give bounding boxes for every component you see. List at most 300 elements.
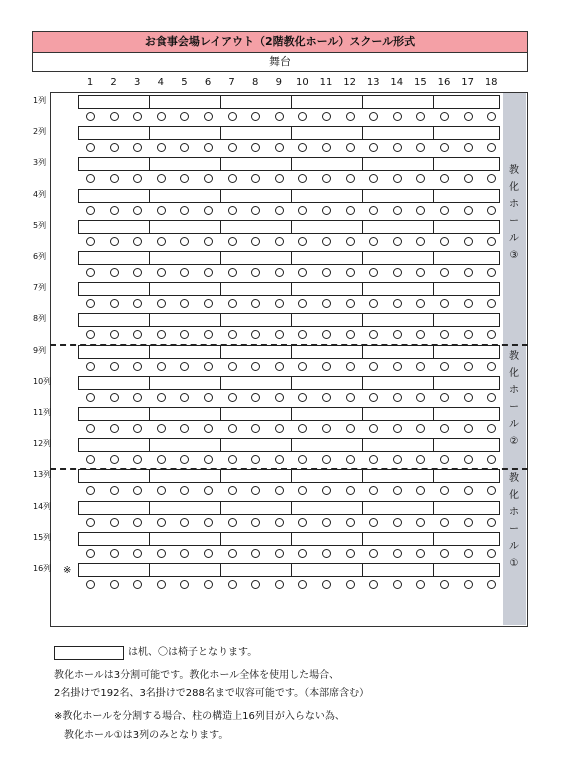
chair xyxy=(416,362,425,371)
desk xyxy=(362,501,434,515)
desk xyxy=(362,126,434,140)
row16-note-mark: ※ xyxy=(63,565,72,576)
desk xyxy=(220,438,292,452)
desk xyxy=(362,189,434,203)
desk xyxy=(433,501,500,515)
chair xyxy=(251,549,260,558)
chair xyxy=(464,455,473,464)
desk xyxy=(433,563,500,577)
chair xyxy=(393,143,402,152)
chair xyxy=(204,206,213,215)
row-label: 13列 xyxy=(33,470,52,480)
desk xyxy=(149,126,221,140)
chair xyxy=(228,424,237,433)
column-number: 17 xyxy=(461,77,474,88)
desk xyxy=(291,407,363,421)
chair xyxy=(346,424,355,433)
chair xyxy=(157,549,166,558)
desk xyxy=(362,313,434,327)
chair xyxy=(228,268,237,277)
desk xyxy=(78,469,150,483)
chair xyxy=(464,362,473,371)
desk xyxy=(220,563,292,577)
chair xyxy=(251,237,260,246)
hall-section-label-char: ① xyxy=(509,558,519,569)
chair xyxy=(346,518,355,527)
desk xyxy=(220,313,292,327)
chair xyxy=(110,393,119,402)
desk xyxy=(220,126,292,140)
hall-section-label-char: 教 xyxy=(509,473,519,484)
chair xyxy=(86,362,95,371)
chair xyxy=(464,174,473,183)
row-label: 2列 xyxy=(33,127,47,137)
hall-section-label-char: 教 xyxy=(509,165,519,176)
chair xyxy=(204,580,213,589)
desk xyxy=(291,532,363,546)
chair xyxy=(204,237,213,246)
chair xyxy=(346,455,355,464)
desk xyxy=(291,469,363,483)
chair xyxy=(86,112,95,121)
chair xyxy=(180,206,189,215)
chair xyxy=(275,237,284,246)
desk xyxy=(291,220,363,234)
chair xyxy=(369,518,378,527)
column-number: 13 xyxy=(366,77,380,88)
desk xyxy=(78,220,150,234)
chair xyxy=(346,486,355,495)
desk xyxy=(78,282,150,296)
desk xyxy=(78,95,150,109)
chair xyxy=(464,237,473,246)
note-line: 教化ホールは3分割可能です。教化ホール全体を使用した場合、 xyxy=(54,670,340,681)
chair xyxy=(393,112,402,121)
row-label: 8列 xyxy=(33,314,47,324)
stage-label: 舞台 xyxy=(32,52,528,72)
column-number: 15 xyxy=(414,77,427,88)
column-number: 5 xyxy=(181,77,188,88)
chair xyxy=(464,330,473,339)
chair xyxy=(251,518,260,527)
chair xyxy=(110,237,119,246)
desk xyxy=(433,407,500,421)
chair xyxy=(346,362,355,371)
chair xyxy=(464,143,473,152)
chair xyxy=(275,143,284,152)
desk xyxy=(362,95,434,109)
chair xyxy=(275,455,284,464)
column-number: 11 xyxy=(319,77,333,88)
desk xyxy=(362,282,434,296)
chair xyxy=(464,580,473,589)
chair xyxy=(464,268,473,277)
chair xyxy=(298,206,307,215)
desk xyxy=(291,376,363,390)
chair xyxy=(110,143,119,152)
desk xyxy=(78,345,150,359)
chair xyxy=(369,206,378,215)
chair xyxy=(157,362,166,371)
chair xyxy=(228,174,237,183)
chair xyxy=(251,362,260,371)
chair xyxy=(346,237,355,246)
hall-section-label-char: ー xyxy=(509,402,519,413)
chair xyxy=(393,393,402,402)
desk xyxy=(362,376,434,390)
chair xyxy=(275,268,284,277)
chair xyxy=(464,206,473,215)
chair xyxy=(322,580,331,589)
chair xyxy=(228,518,237,527)
desk xyxy=(149,95,221,109)
desk xyxy=(78,157,150,171)
legend-text: は机、〇は椅子となります。 xyxy=(128,647,258,658)
chair xyxy=(110,518,119,527)
chair xyxy=(228,206,237,215)
chair xyxy=(440,206,449,215)
chair xyxy=(393,206,402,215)
desk xyxy=(433,282,500,296)
chair xyxy=(322,268,331,277)
chair xyxy=(86,518,95,527)
chair xyxy=(204,112,213,121)
chair xyxy=(275,393,284,402)
desk xyxy=(433,251,500,265)
chair xyxy=(322,206,331,215)
chair xyxy=(204,518,213,527)
chair xyxy=(464,549,473,558)
chair xyxy=(157,424,166,433)
hall-section-label-char: 化 xyxy=(509,182,519,193)
chair xyxy=(393,362,402,371)
row-label: 9列 xyxy=(33,345,47,355)
desk xyxy=(220,189,292,203)
chair xyxy=(464,393,473,402)
desk xyxy=(433,95,500,109)
row-label: 3列 xyxy=(33,158,47,168)
chair xyxy=(346,299,355,308)
desk xyxy=(220,95,292,109)
chair xyxy=(346,549,355,558)
chair xyxy=(110,112,119,121)
chair xyxy=(464,299,473,308)
desk xyxy=(362,438,434,452)
chair xyxy=(157,268,166,277)
hall-section-label-char: ル xyxy=(509,233,519,244)
chair xyxy=(440,549,449,558)
column-number: 10 xyxy=(296,77,309,88)
hall-section-label-char: ル xyxy=(509,419,519,430)
desk xyxy=(291,189,363,203)
chair xyxy=(275,518,284,527)
desk xyxy=(78,189,150,203)
desk xyxy=(433,220,500,234)
desk xyxy=(220,251,292,265)
chair xyxy=(110,174,119,183)
desk xyxy=(291,563,363,577)
chair xyxy=(133,237,142,246)
desk xyxy=(220,532,292,546)
chair xyxy=(487,362,496,371)
chair xyxy=(369,362,378,371)
chair xyxy=(346,174,355,183)
desk xyxy=(291,282,363,296)
desk xyxy=(78,126,150,140)
chair xyxy=(204,362,213,371)
chair xyxy=(322,518,331,527)
desk xyxy=(149,407,221,421)
chair xyxy=(440,580,449,589)
row-label: 10列 xyxy=(33,376,52,386)
chair xyxy=(346,206,355,215)
desk xyxy=(149,313,221,327)
column-number: 2 xyxy=(110,77,117,88)
desk xyxy=(291,251,363,265)
desk xyxy=(220,407,292,421)
hall-section-label-char: 化 xyxy=(509,490,519,501)
row-label: 16列 xyxy=(33,564,52,573)
note-line: ※教化ホールを分割する場合、柱の構造上16列目が入らない為、 xyxy=(54,711,345,722)
chair xyxy=(487,206,496,215)
desk xyxy=(220,376,292,390)
desk xyxy=(220,282,292,296)
chair xyxy=(228,143,237,152)
chair xyxy=(204,424,213,433)
desk xyxy=(220,345,292,359)
chair xyxy=(487,549,496,558)
desk xyxy=(149,469,221,483)
column-number: 14 xyxy=(390,77,404,88)
desk xyxy=(149,282,221,296)
desk xyxy=(433,438,500,452)
hall-section-label-char: ル xyxy=(509,541,519,552)
hall-section-label-char: ー xyxy=(509,216,519,227)
chair xyxy=(110,424,119,433)
chair xyxy=(133,518,142,527)
chair xyxy=(110,268,119,277)
chair xyxy=(157,393,166,402)
desk xyxy=(433,126,500,140)
desk xyxy=(149,220,221,234)
desk xyxy=(362,220,434,234)
desk xyxy=(362,532,434,546)
desk xyxy=(362,157,434,171)
column-number: 9 xyxy=(275,77,282,88)
chair xyxy=(228,580,237,589)
chair xyxy=(251,206,260,215)
column-number: 7 xyxy=(228,77,235,88)
desk xyxy=(291,313,363,327)
row-label: 4列 xyxy=(33,189,47,199)
chair xyxy=(86,549,95,558)
desk xyxy=(291,126,363,140)
desk xyxy=(149,501,221,515)
chair xyxy=(393,518,402,527)
chair xyxy=(110,362,119,371)
hall-section-label-char: 化 xyxy=(509,368,519,379)
hall-section-label-char: ホ xyxy=(509,385,519,396)
desk xyxy=(78,251,150,265)
desk xyxy=(78,563,150,577)
section-divider xyxy=(50,344,528,346)
hall-section-label-char: ホ xyxy=(509,199,519,210)
seating-frame xyxy=(50,92,528,627)
chair xyxy=(275,424,284,433)
hall-section-label-char: ホ xyxy=(509,507,519,518)
column-number: 16 xyxy=(437,77,451,88)
desk xyxy=(433,189,500,203)
column-number: 1 xyxy=(86,77,94,88)
chair xyxy=(110,299,119,308)
chair xyxy=(228,112,237,121)
chair xyxy=(298,518,307,527)
hall-section-label-char: ③ xyxy=(509,250,519,261)
chair xyxy=(86,268,95,277)
chair xyxy=(346,143,355,152)
chair xyxy=(464,424,473,433)
hall-section-label-char: ー xyxy=(509,524,519,535)
chair xyxy=(275,299,284,308)
chair xyxy=(275,549,284,558)
chair xyxy=(157,455,166,464)
layout-title: お食事会場レイアウト（2階教化ホール）スクール形式 xyxy=(32,31,528,53)
chair xyxy=(157,112,166,121)
desk xyxy=(291,501,363,515)
chair xyxy=(322,362,331,371)
chair xyxy=(86,424,95,433)
chair xyxy=(369,393,378,402)
chair xyxy=(275,580,284,589)
desk xyxy=(362,251,434,265)
note-line: 2名掛けで192名、3名掛けで288名まで収容可能です。（本部席含む） xyxy=(54,688,370,699)
chair xyxy=(204,549,213,558)
chair xyxy=(346,112,355,121)
chair xyxy=(275,112,284,121)
chair xyxy=(86,580,95,589)
chair xyxy=(228,237,237,246)
desk xyxy=(362,407,434,421)
row-label: 14列 xyxy=(33,501,52,511)
desk xyxy=(78,501,150,515)
desk xyxy=(78,438,150,452)
desk xyxy=(433,376,500,390)
desk xyxy=(149,532,221,546)
chair xyxy=(322,393,331,402)
chair xyxy=(440,518,449,527)
row-label: 7列 xyxy=(33,283,47,293)
desk xyxy=(149,189,221,203)
desk xyxy=(362,469,434,483)
desk xyxy=(220,469,292,483)
desk xyxy=(78,532,150,546)
chair xyxy=(157,237,166,246)
desk xyxy=(149,251,221,265)
chair xyxy=(228,330,237,339)
desk xyxy=(220,220,292,234)
chair xyxy=(86,206,95,215)
row-label: 5列 xyxy=(33,220,47,230)
chair xyxy=(416,518,425,527)
desk xyxy=(78,376,150,390)
chair xyxy=(440,112,449,121)
hall-section-label-char: ② xyxy=(509,436,519,447)
chair xyxy=(157,143,166,152)
chair xyxy=(393,549,402,558)
legend-desk-symbol xyxy=(54,646,124,660)
chair xyxy=(487,518,496,527)
chair xyxy=(133,393,142,402)
chair xyxy=(86,237,95,246)
chair xyxy=(110,580,119,589)
chair xyxy=(393,299,402,308)
chair xyxy=(110,455,119,464)
column-number: 18 xyxy=(484,77,498,88)
chair xyxy=(440,268,449,277)
chair xyxy=(86,393,95,402)
chair xyxy=(393,455,402,464)
chair xyxy=(157,580,166,589)
chair xyxy=(110,549,119,558)
chair xyxy=(440,237,449,246)
chair xyxy=(393,580,402,589)
column-number: 6 xyxy=(204,77,212,88)
chair xyxy=(228,549,237,558)
chair xyxy=(322,424,331,433)
column-number: 3 xyxy=(134,77,141,88)
column-number: 8 xyxy=(252,77,259,88)
desk xyxy=(291,95,363,109)
chair xyxy=(346,268,355,277)
row-label: 11列 xyxy=(33,408,52,417)
desk xyxy=(220,501,292,515)
desk xyxy=(433,313,500,327)
chair xyxy=(393,424,402,433)
desk xyxy=(362,345,434,359)
chair xyxy=(228,299,237,308)
chair xyxy=(464,518,473,527)
row-label: 12列 xyxy=(33,439,52,449)
chair xyxy=(393,268,402,277)
chair xyxy=(133,362,142,371)
chair xyxy=(228,362,237,371)
chair xyxy=(275,206,284,215)
chair xyxy=(369,237,378,246)
chair xyxy=(157,299,166,308)
desk xyxy=(149,438,221,452)
section-divider xyxy=(50,468,528,470)
chair xyxy=(440,362,449,371)
desk xyxy=(362,563,434,577)
row-label: 15列 xyxy=(33,532,52,542)
chair xyxy=(228,486,237,495)
chair xyxy=(346,330,355,339)
desk xyxy=(291,345,363,359)
chair xyxy=(393,237,402,246)
chair xyxy=(110,206,119,215)
desk xyxy=(220,157,292,171)
chair xyxy=(464,486,473,495)
chair xyxy=(275,362,284,371)
desk xyxy=(78,407,150,421)
chair xyxy=(416,206,425,215)
chair xyxy=(487,393,496,402)
chair xyxy=(180,518,189,527)
chair xyxy=(110,486,119,495)
hall-section-label-char: 教 xyxy=(509,351,519,362)
chair xyxy=(228,455,237,464)
chair xyxy=(322,237,331,246)
